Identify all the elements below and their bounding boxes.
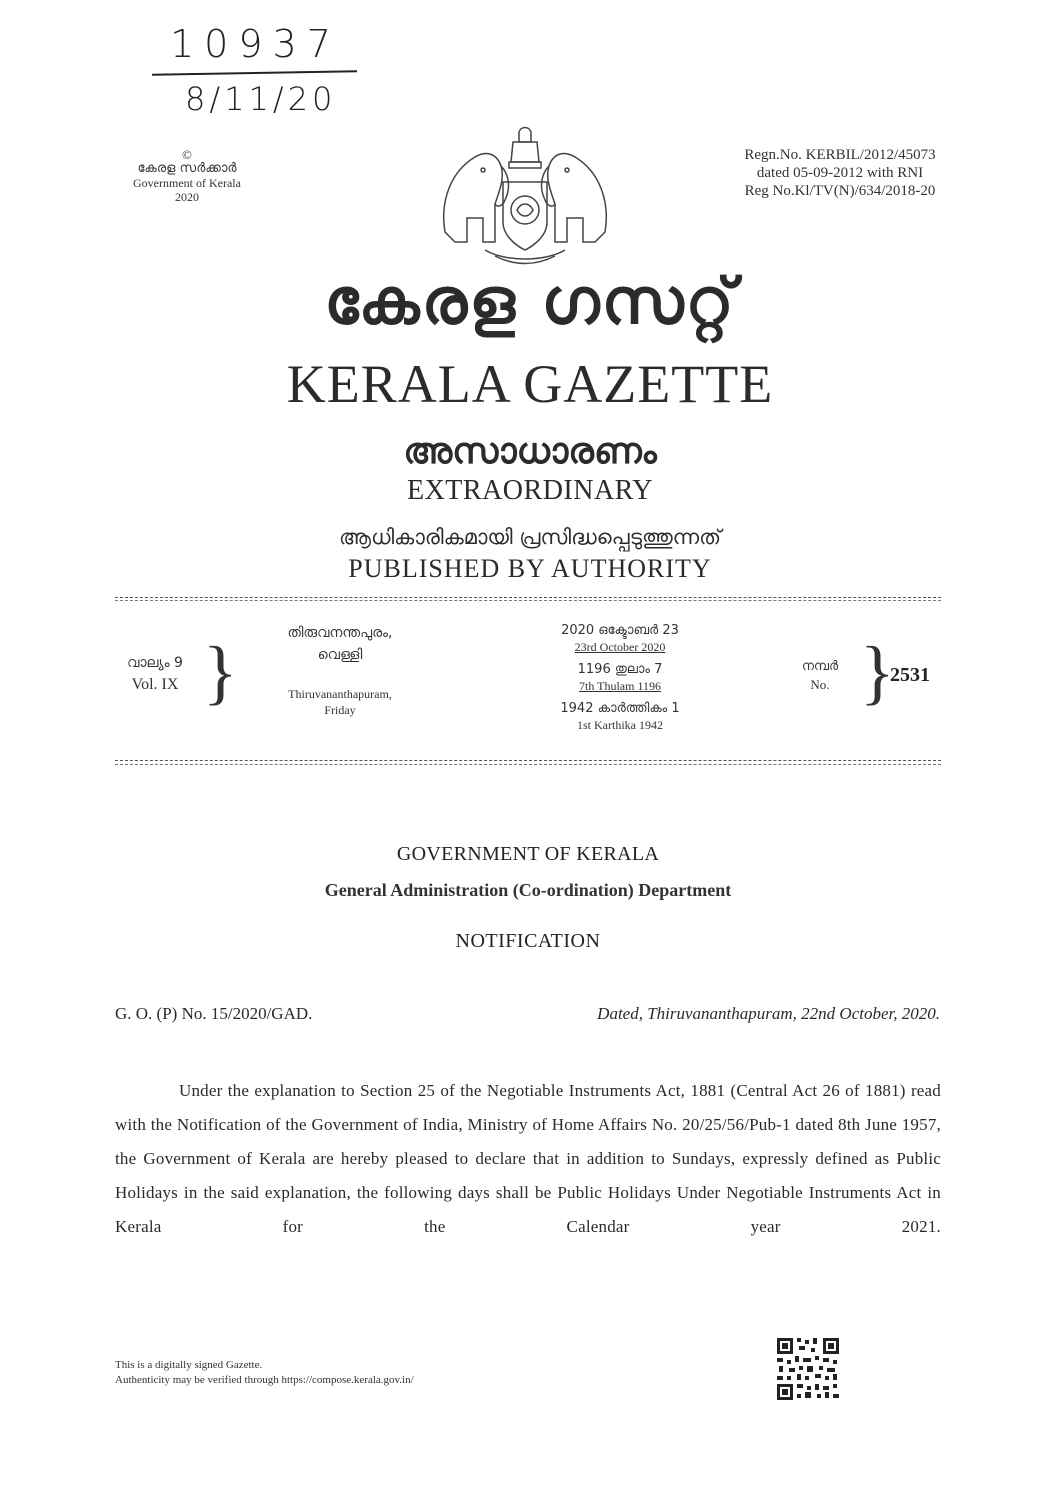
order-number: G. O. (P) No. 15/2020/GAD. bbox=[115, 1004, 313, 1023]
department-heading: General Administration (Co-ordination) Department bbox=[324, 880, 732, 900]
issue-number: 2531 bbox=[890, 664, 930, 686]
volume-brace: } bbox=[203, 632, 238, 712]
government-heading: GOVERNMENT OF KERALA bbox=[396, 843, 660, 865]
place-english: Thiruvananthapuram, bbox=[288, 687, 392, 701]
issue-bottom-rule-inner bbox=[115, 764, 941, 765]
notification-paragraph: Under the explanation to Section 25 of the Negotiable Instruments Act, 1881 (Central Act 26 of 1881) read with the Notification of the Government of India, Ministry of Home Affairs No. 20/25/56/Pub-1 dated 8th June 1957, the Government of Kerala are hereby pleased to declare that in addition to Sundays, expressly defined as Public Holidays in the said explanation, the following days shall be Public Holidays Under Negotiable Instruments Act in Kerala for the Calendar year 2021. bbox=[115, 1081, 941, 1236]
date3-english: 1st Karthika 1942 bbox=[577, 718, 663, 732]
place-block bbox=[255, 622, 425, 718]
footer-verify-note: Authenticity may be verified through https://compose.kerala.gov.in/ bbox=[115, 1374, 414, 1386]
copyright-symbol: © bbox=[182, 147, 192, 162]
order-date: Dated, Thiruvananthapuram, 22nd October, 2020. bbox=[597, 1004, 940, 1023]
issue-bottom-rule bbox=[115, 760, 941, 761]
issue-top-rule-inner bbox=[115, 600, 941, 601]
date2-malayalam: 1196 തുലാം 7 bbox=[577, 662, 663, 677]
masthead-type-english: EXTRAORDINARY bbox=[406, 475, 654, 506]
volume-malayalam: വാല്യം 9 bbox=[127, 655, 183, 671]
registration-line1: Regn.No. KERBIL/2012/45073 bbox=[744, 147, 936, 163]
date1-english: 23rd October 2020 bbox=[574, 640, 666, 654]
date2-english: 7th Thulam 1196 bbox=[579, 679, 661, 693]
masthead-type-malayalam: അസാധാരണം bbox=[403, 431, 657, 472]
kerala-state-emblem-icon bbox=[425, 122, 625, 270]
registration-block bbox=[700, 146, 980, 200]
issue-top-rule bbox=[115, 597, 941, 598]
footer-signed-note: This is a digitally signed Gazette. bbox=[115, 1359, 263, 1371]
number-label-english: No. bbox=[810, 677, 830, 692]
copyright-malayalam: കേരള സർക്കാർ bbox=[137, 161, 237, 176]
volume-english: Vol. IX bbox=[131, 676, 179, 693]
notification-heading: NOTIFICATION bbox=[455, 930, 601, 952]
masthead-published-malayalam: ആധികാരികമായി പ്രസിദ്ധപ്പെടുത്തുന്നത് bbox=[338, 525, 722, 549]
masthead-title-malayalam: കേരള ഗസറ്റ് bbox=[324, 265, 736, 339]
dates-block bbox=[520, 622, 720, 733]
handwritten-number: 10937 bbox=[170, 22, 341, 66]
number-label-malayalam: നമ്പർ bbox=[801, 659, 839, 674]
masthead-title-english: KERALA GAZETTE bbox=[286, 354, 774, 414]
date3-malayalam: 1942 കാർത്തികം 1 bbox=[560, 701, 680, 716]
copyright-block bbox=[112, 148, 262, 204]
registration-line3: Reg No.Kl/TV(N)/634/2018-20 bbox=[744, 183, 936, 199]
volume-block bbox=[110, 652, 200, 696]
handwritten-underline bbox=[152, 70, 357, 76]
date1-malayalam: 2020 ഒക്ടോബർ 23 bbox=[561, 623, 679, 638]
copyright-english: Government of Kerala bbox=[133, 176, 241, 190]
place-malayalam: തിരുവനന്തപുരം, bbox=[287, 625, 393, 641]
registration-line2: dated 05-09-2012 with RNI bbox=[756, 165, 924, 181]
masthead-published-english: PUBLISHED BY AUTHORITY bbox=[348, 554, 712, 583]
handwritten-date: 8/11/20 bbox=[185, 80, 337, 118]
day-malayalam: വെള്ളി bbox=[317, 647, 363, 663]
copyright-year: 2020 bbox=[175, 190, 199, 204]
qr-code-icon bbox=[775, 1336, 841, 1402]
day-english: Friday bbox=[324, 703, 356, 717]
number-label-block bbox=[790, 658, 850, 694]
number-brace: } bbox=[860, 632, 895, 712]
